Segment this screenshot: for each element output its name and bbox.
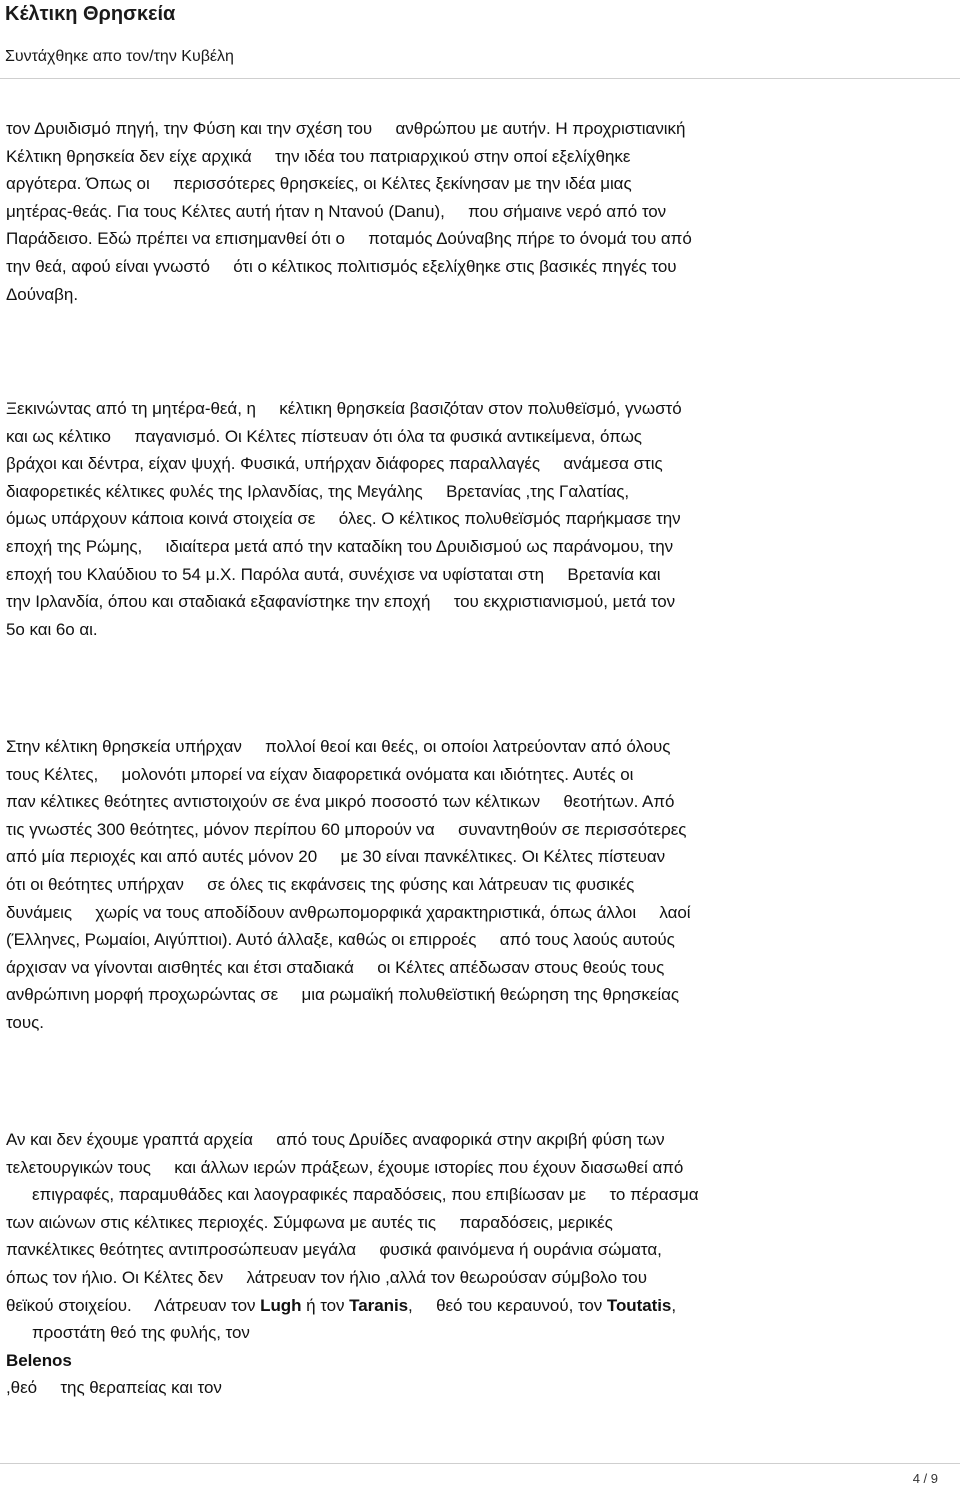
text-line: τους Κέλτες, μολονότι μπορεί να είχαν διαφορετικά ονόματα και ιδιότητες. Αυτές οι	[6, 764, 634, 784]
paragraph-rituals	[6, 1126, 956, 1402]
text-line: την Ιρλανδία, όπου και σταδιακά εξαφανίστηκε την εποχή του εκχριστιανισμού, μετά τον	[6, 592, 676, 612]
text-line: Αν και δεν έχουμε γραπτά αρχεία από τους Δρυίδες αναφορικά στην ακριβή φύση των	[6, 1130, 665, 1149]
deity-name-taranis: Taranis	[349, 1295, 409, 1315]
text-segment: ,	[671, 1295, 677, 1315]
text-line: των αιώνων στις κέλτικες περιοχές. Σύμφωνα με αυτές τις παραδόσεις, μερικές	[6, 1212, 613, 1232]
text-line-deity-names	[6, 1292, 956, 1320]
text-line: εποχή του Κλαύδιου το 54 μ.Χ. Παρόλα αυτά, συνέχισε να υφίσταται στη Βρετανία και	[6, 564, 661, 584]
text-line: βράχοι και δέντρα, είχαν ψυχή. Φυσικά, υπήρχαν διάφορες παραλλαγές ανάμεσα στις	[6, 454, 663, 474]
text-line: ανθρώπινη μορφή προχωρώντας σε μια ρωμαϊκή πολυθεϊστική θεώρηση της θρησκείας	[6, 985, 679, 1005]
text-line: τελετουργικών τους και άλλων ιερών πράξεων, έχουμε ιστορίες που έχουν διασωθεί από	[6, 1157, 684, 1177]
text-line: Ξεκινώντας από τη μητέρα-θεά, η κέλτικη θρησκεία βασιζόταν στον πολυθεϊσμό, γνωστό	[6, 399, 682, 418]
text-line: μητέρας-θεάς. Για τους Κέλτες αυτή ήταν η Ντανού (Danu), που σήμαινε νερό από τον	[6, 201, 667, 221]
text-segment: θεϊκού στοιχείου. Λάτρευαν τον	[6, 1295, 261, 1315]
text-line: όπως τον ήλιο. Οι Κέλτες δεν λάτρευαν τον ήλιο ,αλλά τον θεωρούσαν σύμβολο του	[6, 1267, 647, 1287]
paragraph-deities	[6, 733, 956, 1037]
text-line: αργότερα. Όπως οι περισσότερες θρησκείες, οι Κέλτες ξεκίνησαν με την ιδέα μιας	[6, 174, 632, 194]
text-segment: ή τον	[301, 1295, 350, 1315]
text-line: (Έλληνες, Ρωμαίοι, Αιγύπτιοι). Αυτό άλλαξε, καθώς οι επιρροές από τους λαούς αυτούς	[6, 930, 675, 950]
text-line: διαφορετικές κέλτικες φυλές της Ιρλανδίας, της Μεγάλης Βρετανίας ,της Γαλατίας,	[6, 481, 630, 501]
paragraph-polytheism	[6, 395, 956, 643]
text-line: 5ο και 6ο αι.	[6, 619, 98, 639]
document-title: Κέλτικη Θρησκεία	[5, 3, 176, 25]
text-line: εποχή της Ρώμης, ιδιαίτερα μετά από την καταδίκη του Δρυιδισμού ως παράνομου, την	[6, 536, 674, 556]
text-line: προστάτη θεό της φυλής, τον	[32, 1323, 250, 1343]
deity-name-lugh: Lugh	[260, 1295, 302, 1315]
text-line: ,θεό της θεραπείας και τον	[6, 1378, 222, 1398]
header-divider	[0, 78, 960, 79]
deity-name-belenos: Belenos	[6, 1350, 72, 1370]
text-line: δυνάμεις χωρίς να τους αποδίδουν ανθρωπομορφικά χαρακτηριστικά, όπως άλλοι λαοί	[6, 902, 691, 922]
text-line: από μία περιοχές και από αυτές μόνον 20 με 30 είναι πανκέλτικες. Οι Κέλτες πίστευαν	[6, 847, 666, 867]
page-number: 4 / 9	[912, 1471, 938, 1486]
text-line: Παράδεισο. Εδώ πρέπει να επισημανθεί ότι ο ποταμός Δούναβης πήρε το όνομά του από	[6, 229, 692, 249]
text-line: Κέλτικη θρησκεία δεν είχε αρχικά την ιδέα του πατριαρχικού στην οποί εξελίχθηκε	[6, 146, 631, 166]
text-line: επιγραφές, παραμυθάδες και λαογραφικές παραδόσεις, που επιβίωσαν με το πέρασμα	[32, 1185, 699, 1205]
text-line: όμως υπάρχουν κάποια κοινά στοιχεία σε όλες. Ο κέλτικος πολυθεϊσμός παρήκμασε την	[6, 509, 681, 529]
text-line: άρχισαν να γίνονται αισθητές και έτσι σταδιακά οι Κέλτες απέδωσαν στους θεούς τους	[6, 957, 665, 977]
text-line: και ως κέλτικο παγανισμό. Οι Κέλτες πίστευαν ότι όλα τα φυσικά αντικείμενα, όπως	[6, 426, 642, 446]
text-line: ότι οι θεότητες υπήρχαν σε όλες τις εκφάνσεις της φύσης και λάτρευαν τις φυσικές	[6, 874, 635, 894]
text-segment: , θεό του κεραυνού, τον	[408, 1295, 607, 1315]
text-line: Δούναβη.	[6, 284, 78, 304]
document-author: Συντάχθηκε απο τον/την Κυβέλη	[5, 48, 234, 65]
text-line: την θεά, αφού είναι γνωστό ότι ο κέλτικος πολιτισμός εξελίχθηκε στις βασικές πηγές του	[6, 256, 677, 276]
text-line: τις γνωστές 300 θεότητες, μόνον περίπου 60 μπορούν να συναντηθούν σε περισσότερες	[6, 819, 687, 839]
text-line: παν κέλτικες θεότητες αντιστοιχούν σε ένα μικρό ποσοστό των κέλτικων θεοτήτων. Από	[6, 792, 675, 812]
paragraph-druidism	[6, 115, 956, 308]
text-line: πανκέλτικες θεότητες αντιπροσώπευαν μεγάλα φυσικά φαινόμενα ή ουράνια σώματα,	[6, 1240, 662, 1260]
text-line: τους.	[6, 1012, 44, 1032]
footer-divider	[0, 1463, 960, 1464]
deity-name-toutatis: Toutatis	[606, 1295, 672, 1315]
text-line: τον Δρυιδισμό πηγή, την Φύση και την σχέση του ανθρώπου με αυτήν. Η προχριστιανική	[6, 119, 686, 138]
text-line: Στην κέλτικη θρησκεία υπήρχαν πολλοί θεοί και θεές, οι οποίοι λατρεύονταν από όλους	[6, 737, 671, 756]
